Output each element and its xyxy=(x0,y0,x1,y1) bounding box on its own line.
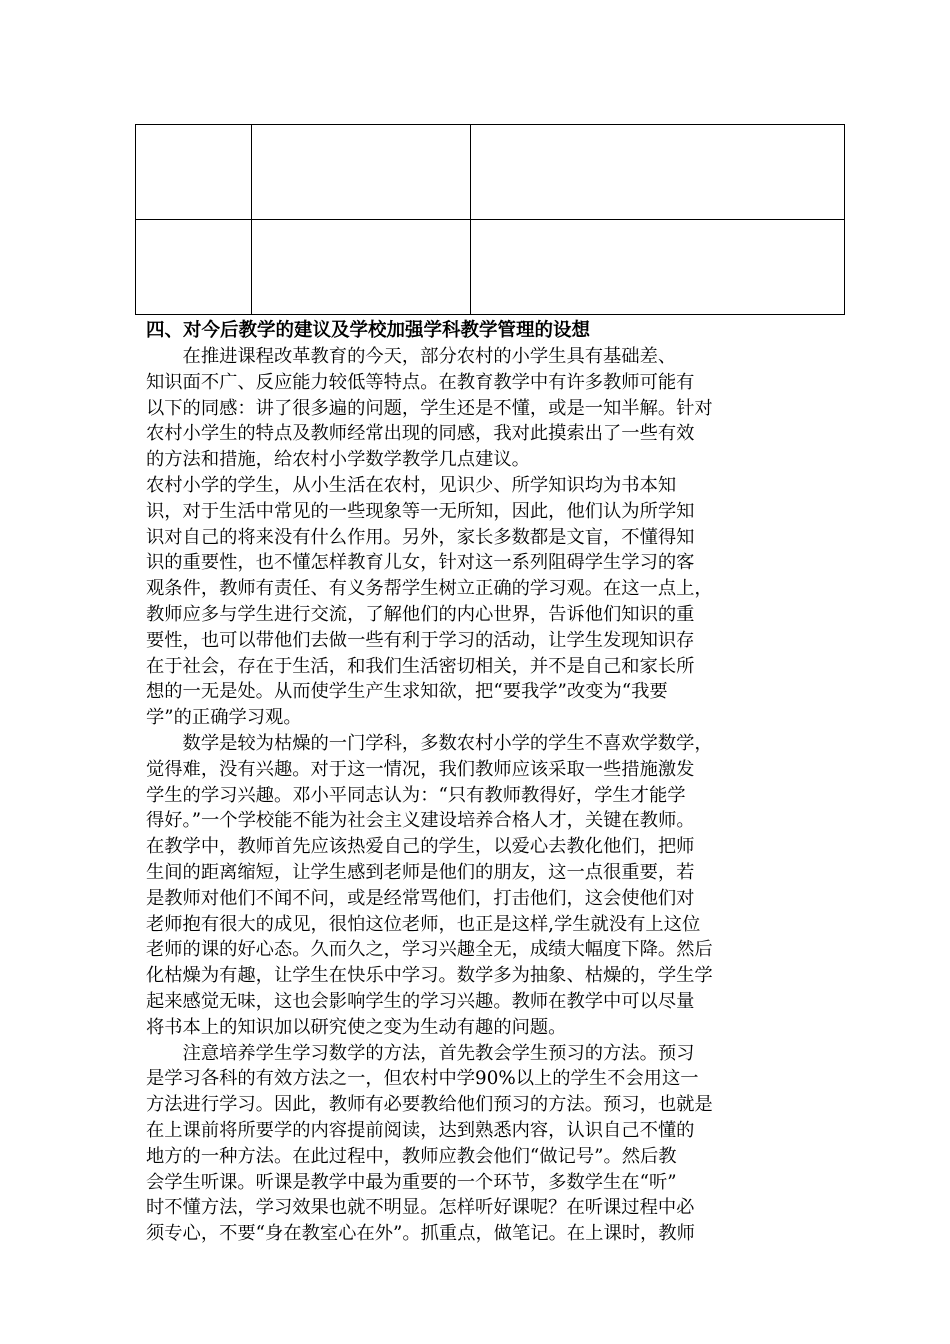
table-cell xyxy=(471,125,845,220)
text-line: 农村小学的学生，从小生活在农村，见识少、所学知识均为书本知 xyxy=(146,474,677,496)
text-line: 地方的一种方法。在此过程中，教师应教会他们“做记号”。然后教 xyxy=(146,1145,677,1167)
text-line: 学生的学习兴趣。邓小平同志认为：“只有教师教得好，学生才能学 xyxy=(146,784,686,806)
table-row xyxy=(136,125,845,220)
text-line: 在于社会，存在于生活，和我们生活密切相关，并不是自己和家长所 xyxy=(146,655,695,677)
text-line: 识对自己的将来没有什么作用。另外，家长多数都是文盲，不懂得知 xyxy=(146,526,695,548)
text-line: 要性，也可以带他们去做一些有利于学习的活动，让学生发现知识存 xyxy=(146,629,695,651)
text-line: 觉得难，没有兴趣。对于这一情况，我们教师应该采取一些措施激发 xyxy=(146,758,695,780)
text-line: 生间的距离缩短，让学生感到老师是他们的朋友，这一点很重要，若 xyxy=(146,861,695,883)
text-line: 在推进课程改革教育的今天，部分农村的小学生具有基础差、 xyxy=(146,346,677,367)
table-cell xyxy=(252,125,471,220)
table-cell xyxy=(136,220,252,315)
text-line: 学”的正确学习观。 xyxy=(146,707,302,729)
text-line: 识，对于生活中常见的一些现象等一无所知，因此，他们认为所学知 xyxy=(146,500,695,522)
table-row xyxy=(136,220,845,315)
text-line: 数学是较为枯燥的一门学科，多数农村小学的学生不喜欢学数学， xyxy=(146,732,713,754)
text-line: 会学生听课。听课是教学中最为重要的一个环节，多数学生在“听” xyxy=(146,1171,677,1193)
text-line: 老师抱有很大的成见，很怕这位老师，也正是这样,学生就没有上这位 xyxy=(146,913,701,935)
text-line: 得好。”一个学校能不能为社会主义建设培养合格人才，关键在教师。 xyxy=(146,810,695,832)
table-cell xyxy=(471,220,845,315)
text-line: 起来感觉无味，这也会影响学生的学习兴趣。教师在教学中可以尽量 xyxy=(146,990,695,1012)
text-line: 时不懂方法，学习效果也就不明显。怎样听好课呢？在听课过程中必 xyxy=(146,1197,695,1219)
text-line: 以下的同感：讲了很多遍的问题，学生还是不懂，或是一知半解。针对 xyxy=(146,397,713,419)
text-line: 想的一无是处。从而使学生产生求知欲，把“要我学”改变为“我要 xyxy=(146,681,668,703)
text-line: 注意培养学生学习数学的方法，首先教会学生预习的方法。预习 xyxy=(146,1042,695,1064)
text-line: 方法进行学习。因此，教师有必要教给他们预习的方法。预习，也就是 xyxy=(146,1094,713,1116)
text-line: 在教学中，教师首先应该热爱自己的学生，以爱心去教化他们，把师 xyxy=(146,836,695,858)
text-line: 识的重要性，也不懂怎样教育儿女，针对这一系列阻碍学生学习的客 xyxy=(146,552,695,574)
text-line: 须专心，不要“身在教室心在外”。抓重点，做笔记。在上课时，教师 xyxy=(146,1223,695,1245)
text-line: 老师的课的好心态。久而久之，学习兴趣全无，成绩大幅度下降。然后 xyxy=(146,939,713,961)
text-line: 是学习各科的有效方法之一，但农村中学90%以上的学生不会用这一 xyxy=(146,1068,699,1090)
body-text xyxy=(146,344,826,1247)
text-line: 教师应多与学生进行交流，了解他们的内心世界，告诉他们知识的重 xyxy=(146,603,695,625)
text-line: 知识面不广、反应能力较低等特点。在教育教学中有许多教师可能有 xyxy=(146,371,695,393)
text-line: 农村小学生的特点及教师经常出现的同感，我对此摸索出了一些有效 xyxy=(146,423,695,445)
table-cell xyxy=(252,220,471,315)
text-line: 化枯燥为有趣，让学生在快乐中学习。数学多为抽象、枯燥的，学生学 xyxy=(146,965,713,987)
text-line: 在上课前将所要学的内容提前阅读，达到熟悉内容，认识自己不懂的 xyxy=(146,1119,695,1141)
table-cell xyxy=(136,125,252,220)
section-heading: 四、对今后教学的建议及学校加强学科教学管理的设想 xyxy=(146,320,591,341)
text-line: 是教师对他们不闻不问，或是经常骂他们，打击他们，这会使他们对 xyxy=(146,887,695,909)
empty-table xyxy=(135,124,845,315)
text-line: 将书本上的知识加以研究使之变为生动有趣的问题。 xyxy=(146,1016,567,1038)
text-line: 的方法和措施，给农村小学数学教学几点建议。 xyxy=(146,449,530,471)
text-line: 观条件，教师有责任、有义务帮学生树立正确的学习观。在这一点上， xyxy=(146,578,713,600)
